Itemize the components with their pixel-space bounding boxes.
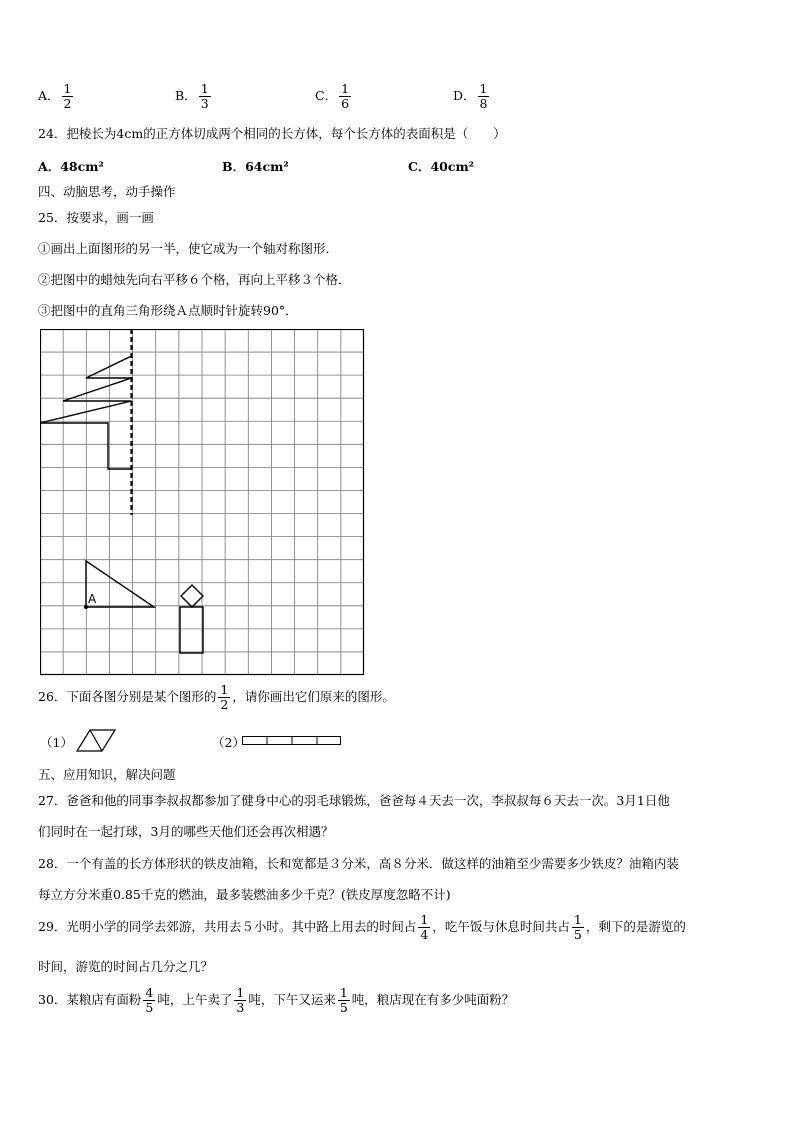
fraction: $\frac{1}{2}$ <box>220 682 229 712</box>
fraction: $\frac{1}{6}$ <box>341 81 350 111</box>
candle-body <box>180 607 203 653</box>
q24-option-b: B．64cm² <box>222 159 289 174</box>
fraction: $\frac{1}{5}$ <box>339 985 348 1015</box>
fraction: $\frac{1}{2}$ <box>63 81 72 111</box>
q28-line-2: 每立方分米重0.85千克的燃油，最多装燃油多少千克？(铁皮厚度忽略不计) <box>38 887 451 902</box>
fraction: $\frac{1}{4}$ <box>420 912 429 942</box>
q27-line-1: 27．爸爸和他的同事李叔叔都参加了健身中心的羽毛球锻炼，爸爸每４天去一次，李叔叔每６天去一次。3月1日他 <box>38 793 670 808</box>
q25-item-1: ①画出上面图形的另一半，使它成为一个轴对称图形． <box>38 241 339 256</box>
fraction: $\frac{1}{5}$ <box>573 912 582 942</box>
grid-lines <box>40 329 364 675</box>
q25-item-3: ③把图中的直角三角形绕Ａ点顺时针旋转90°． <box>38 303 298 318</box>
q26-stem: 26．下面各图分别是某个图形的 $\frac{1}{2}$ ，请你画出它们原来的图形。 <box>38 682 395 712</box>
point-a-label: A <box>88 592 97 606</box>
q24-option-a: A．48cm² <box>38 159 104 174</box>
q24-stem: 24．把棱长为4cm的正方体切成两个相同的长方体，每个长方体的表面积是（ ） <box>38 126 506 141</box>
half-shape-2 <box>242 736 344 747</box>
q23-option-b: B． $\frac{1}{3}$ <box>175 81 209 111</box>
fraction: $\frac{1}{3}$ <box>236 985 245 1015</box>
fraction: $\frac{4}{5}$ <box>145 985 154 1015</box>
q23-option-a: A． $\frac{1}{2}$ <box>38 81 72 111</box>
section-heading-4: 四、动脑思考，动手操作 <box>38 184 176 199</box>
q26-part-2-label: （2） <box>212 735 245 750</box>
q23-option-d: D． $\frac{1}{8}$ <box>453 81 488 111</box>
q25-item-2: ②把图中的蜡烛先向右平移６个格，再向上平移３个格． <box>38 272 351 287</box>
fraction: $\frac{1}{8}$ <box>479 81 488 111</box>
grid-figure <box>40 329 366 677</box>
candle-flame <box>181 585 203 607</box>
q30-line: 30．某粮店有面粉 $\frac{4}{5}$ 吨，上午卖了 $\frac{1}{3}$ 吨，下午又运来 $\frac{1}{5}$ 吨，粮店现在有多少吨面粉？ <box>38 985 515 1015</box>
half-tree-shape <box>40 356 132 469</box>
q29-line-1: 29．光明小学的同学去郊游，共用去５小时。其中路上用去的时间占 $\frac{1}{4}$ ，吃午饭与休息时间共占 $\frac{1}{5}$ ，剩下的是游览的 <box>38 912 686 942</box>
q25-stem: 25．按要求，画一画 <box>38 210 154 225</box>
fraction: $\frac{1}{3}$ <box>200 81 209 111</box>
q27-line-2: 们同时在一起打球，3月的哪些天他们还会再次相遇？ <box>38 824 334 839</box>
q23-option-c: C． $\frac{1}{6}$ <box>315 81 350 111</box>
q28-line-1: 28．一个有盖的长方体形状的铁皮油箱，长和宽都是３分米，高８分米．做这样的油箱至少需要多少铁皮？油箱内装 <box>38 856 679 871</box>
q29-line-2: 时间，游览的时间占几分之几？ <box>38 959 214 974</box>
section-heading-5: 五、应用知识，解决问题 <box>38 767 176 782</box>
q26-part-1-label: （1） <box>40 735 73 750</box>
q24-option-c: C．40cm² <box>408 159 475 174</box>
half-shape-1 <box>76 729 118 753</box>
